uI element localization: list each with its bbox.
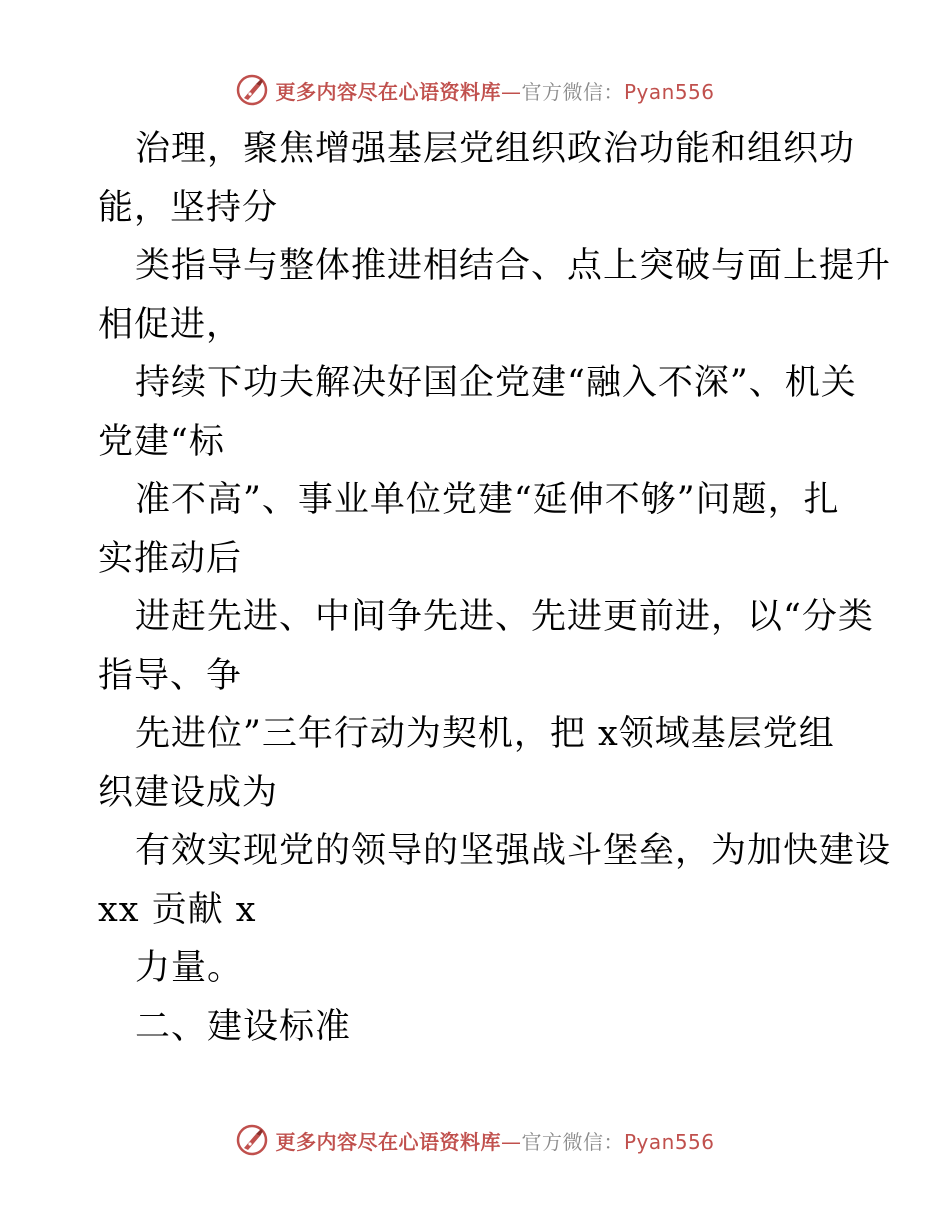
watermark-dash: — bbox=[500, 79, 522, 104]
watermark-dash: — bbox=[500, 1129, 522, 1154]
text-line-15: 力量。 bbox=[135, 948, 244, 988]
text-line-7: 准不高”、事业单位党建“延伸不够”问题，扎 bbox=[135, 480, 840, 520]
watermark-text bbox=[275, 1126, 714, 1155]
document-body bbox=[98, 120, 892, 1056]
text-line-8: 实推动后 bbox=[98, 538, 243, 579]
text-line-4: 相促进， bbox=[98, 304, 243, 345]
text-line-10: 指导、争 bbox=[98, 655, 243, 696]
text-line-14: xx 贡献 x bbox=[98, 889, 257, 930]
watermark-cn-text: 更多内容尽在心语资料库 bbox=[275, 79, 501, 104]
watermark-label: 官方微信： bbox=[521, 1129, 624, 1154]
text-line-13: 有效实现党的领导的坚强战斗堡垒，为加快建设 bbox=[135, 831, 892, 871]
watermark-wechat-id: Pyan556 bbox=[623, 79, 715, 104]
pen-nib-logo-icon bbox=[235, 1123, 269, 1157]
watermark-group bbox=[235, 1123, 714, 1157]
watermark-text bbox=[275, 76, 714, 105]
watermark-group bbox=[235, 73, 714, 107]
text-line-11: 先进位”三年行动为契机，把 x领域基层党组 bbox=[135, 714, 835, 754]
pen-nib-logo-icon bbox=[235, 73, 269, 107]
text-line-2: 能，坚持分 bbox=[98, 187, 279, 228]
text-line-9: 进赶先进、中间争先进、先进更前进，以“分类 bbox=[135, 597, 874, 637]
header-watermark bbox=[0, 70, 950, 110]
footer-watermark bbox=[0, 1120, 950, 1160]
watermark-label: 官方微信： bbox=[521, 79, 624, 104]
text-line-12: 织建设成为 bbox=[98, 772, 279, 813]
text-line-1: 治理，聚焦增强基层党组织政治功能和组织功 bbox=[135, 129, 856, 169]
text-line-5: 持续下功夫解决好国企党建“融入不深”、机关 bbox=[135, 363, 857, 403]
watermark-cn-text: 更多内容尽在心语资料库 bbox=[275, 1129, 501, 1154]
text-line-3: 类指导与整体推进相结合、点上突破与面上提升 bbox=[135, 246, 892, 286]
section-heading: 二、建设标准 bbox=[135, 1006, 352, 1047]
watermark-wechat-id: Pyan556 bbox=[623, 1129, 715, 1154]
text-line-6: 党建“标 bbox=[98, 421, 225, 462]
